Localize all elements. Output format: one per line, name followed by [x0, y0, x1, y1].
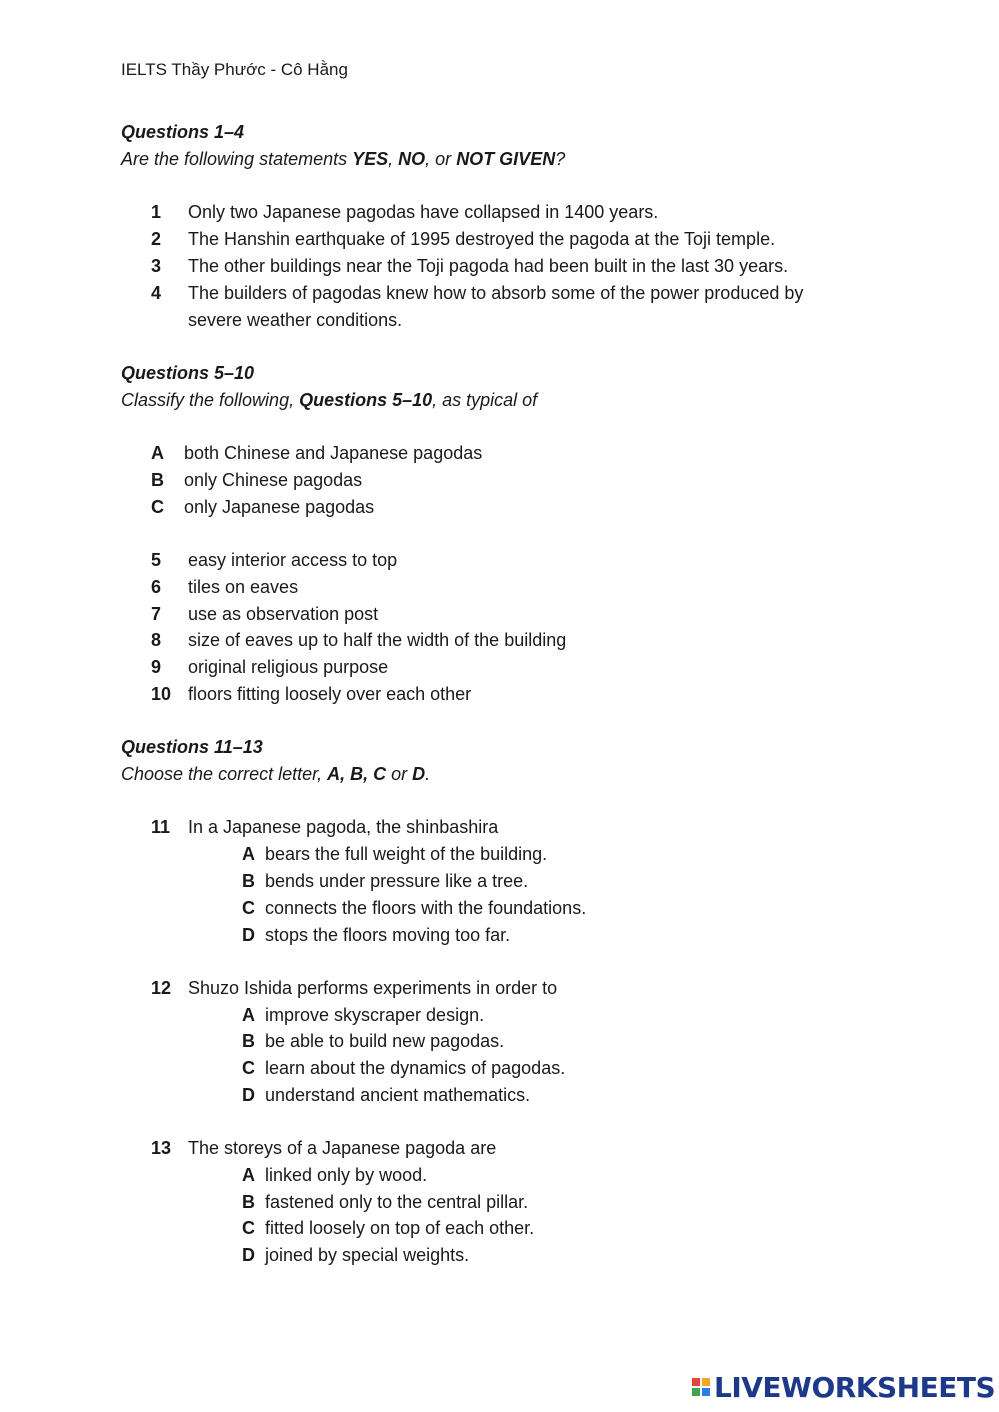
question-number: 2	[151, 229, 162, 249]
section-instruction: Choose the correct letter, A, B, C or D.	[121, 764, 431, 784]
liveworksheets-logo	[692, 1372, 995, 1402]
question-text: The Hanshin earthquake of 1995 destroyed the pagoda at the Toji temple.	[188, 229, 776, 249]
section-title: Questions 1–4	[121, 122, 245, 142]
question-text: Only two Japanese pagodas have collapsed in 1400 years.	[188, 202, 659, 222]
section-questions-11-13	[121, 734, 901, 788]
section-instruction: Are the following statements YES, NO, or NOT GIVEN?	[121, 149, 566, 169]
section-questions-1-4	[121, 119, 901, 173]
section-title: Questions 11–13	[121, 737, 263, 757]
question-number: 4	[151, 283, 162, 303]
section-title: Questions 5–10	[121, 363, 255, 383]
page-header: IELTS Thầy Phước - Cô Hằng	[121, 60, 348, 79]
logo-grid-icon	[692, 1378, 710, 1396]
section-questions-5-10	[121, 360, 901, 414]
question-text: The builders of pagodas knew how to absorb some of the power produced by	[188, 283, 804, 303]
section-instruction: Classify the following, Questions 5–10, as typical of	[121, 390, 538, 410]
question-number: 3	[151, 256, 162, 276]
question-text: The other buildings near the Toji pagoda had been built in the last 30 years.	[188, 256, 789, 276]
logo-text: LIVEWORKSHEETS	[714, 1370, 996, 1404]
question-number: 1	[151, 202, 162, 222]
question-text: severe weather conditions.	[188, 310, 403, 330]
